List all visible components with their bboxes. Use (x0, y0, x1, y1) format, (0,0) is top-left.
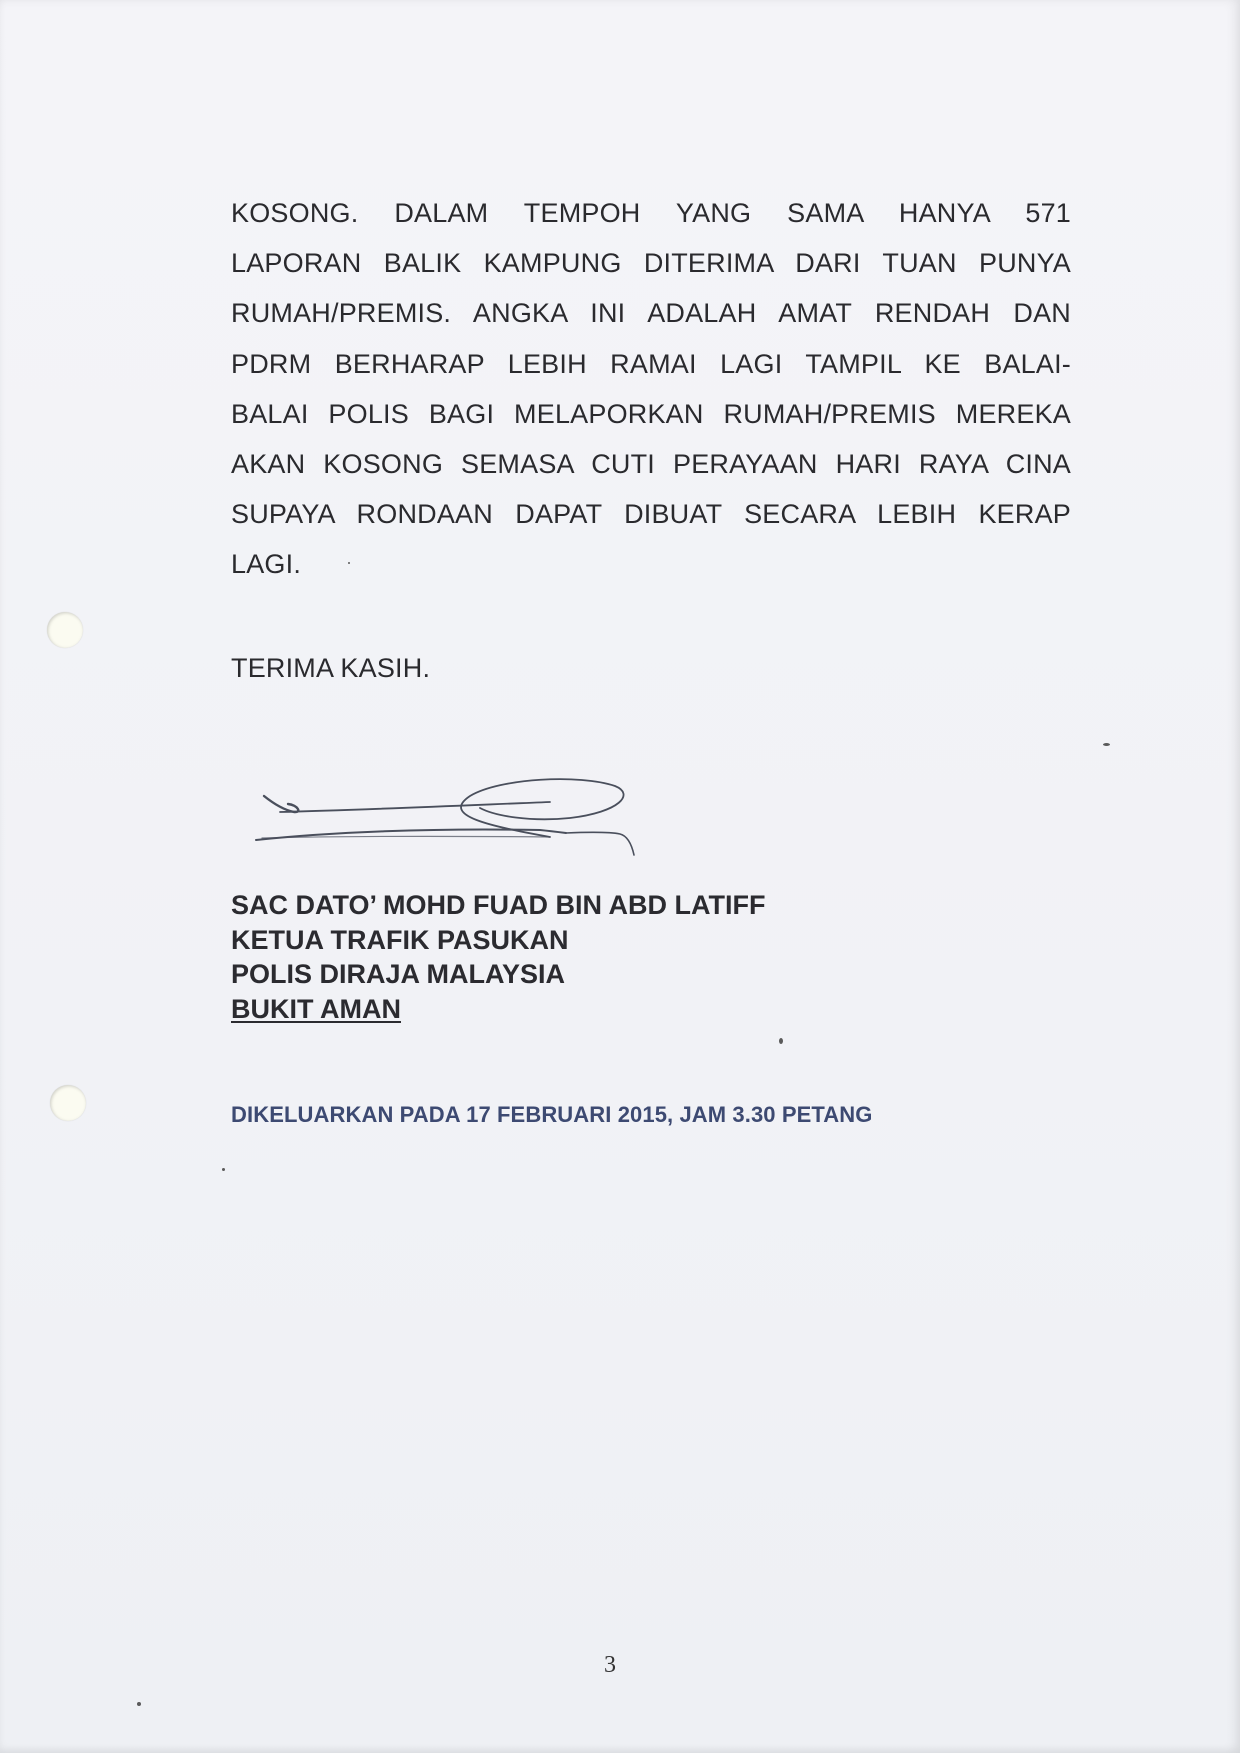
signatory-title: KETUA TRAFIK PASUKAN (231, 924, 569, 955)
body-line: LAPORAN BALIK KAMPUNG DITERIMA DARI TUAN PUNYA (231, 248, 1071, 279)
scan-speck (1103, 743, 1110, 746)
body-line: LAGI. (231, 549, 302, 580)
signatory-name: SAC DATO’ MOHD FUAD BIN ABD LATIFF (231, 890, 766, 920)
scan-speck (222, 1168, 225, 1171)
body-line: SUPAYA RONDAAN DAPAT DIBUAT SECARA LEBIH KERAP (231, 499, 1071, 530)
scan-speck (137, 1702, 141, 1706)
body-line: AKAN KOSONG SEMASA CUTI PERAYAAN HARI RAYA CINA (231, 449, 1071, 480)
signature-icon (250, 760, 690, 860)
punch-hole-icon (50, 1085, 86, 1121)
scan-speck (779, 1038, 783, 1044)
punch-hole-icon (47, 612, 83, 648)
page-number: 3 (604, 1652, 616, 1678)
body-paragraph (231, 188, 1071, 590)
body-line: KOSONG. DALAM TEMPOH YANG SAMA HANYA 571 (231, 198, 1071, 228)
signatory-block (231, 888, 765, 1026)
body-line: PDRM BERHARAP LEBIH RAMAI LAGI TAMPIL KE BALAI- (231, 348, 1071, 379)
signatory-location: BUKIT AMAN (231, 993, 401, 1024)
body-line: BALAI POLIS BAGI MELAPORKAN RUMAH/PREMIS MEREKA (231, 398, 1071, 429)
issued-date-note: DIKELUARKAN PADA 17 FEBRUARI 2015, JAM 3.30 PETANG (231, 1102, 873, 1127)
body-line: RUMAH/PREMIS. ANGKA INI ADALAH AMAT RENDAH DAN (231, 298, 1071, 329)
signatory-organization: POLIS DIRAJA MALAYSIA (231, 959, 566, 989)
closing-text: TERIMA KASIH. (231, 653, 431, 683)
